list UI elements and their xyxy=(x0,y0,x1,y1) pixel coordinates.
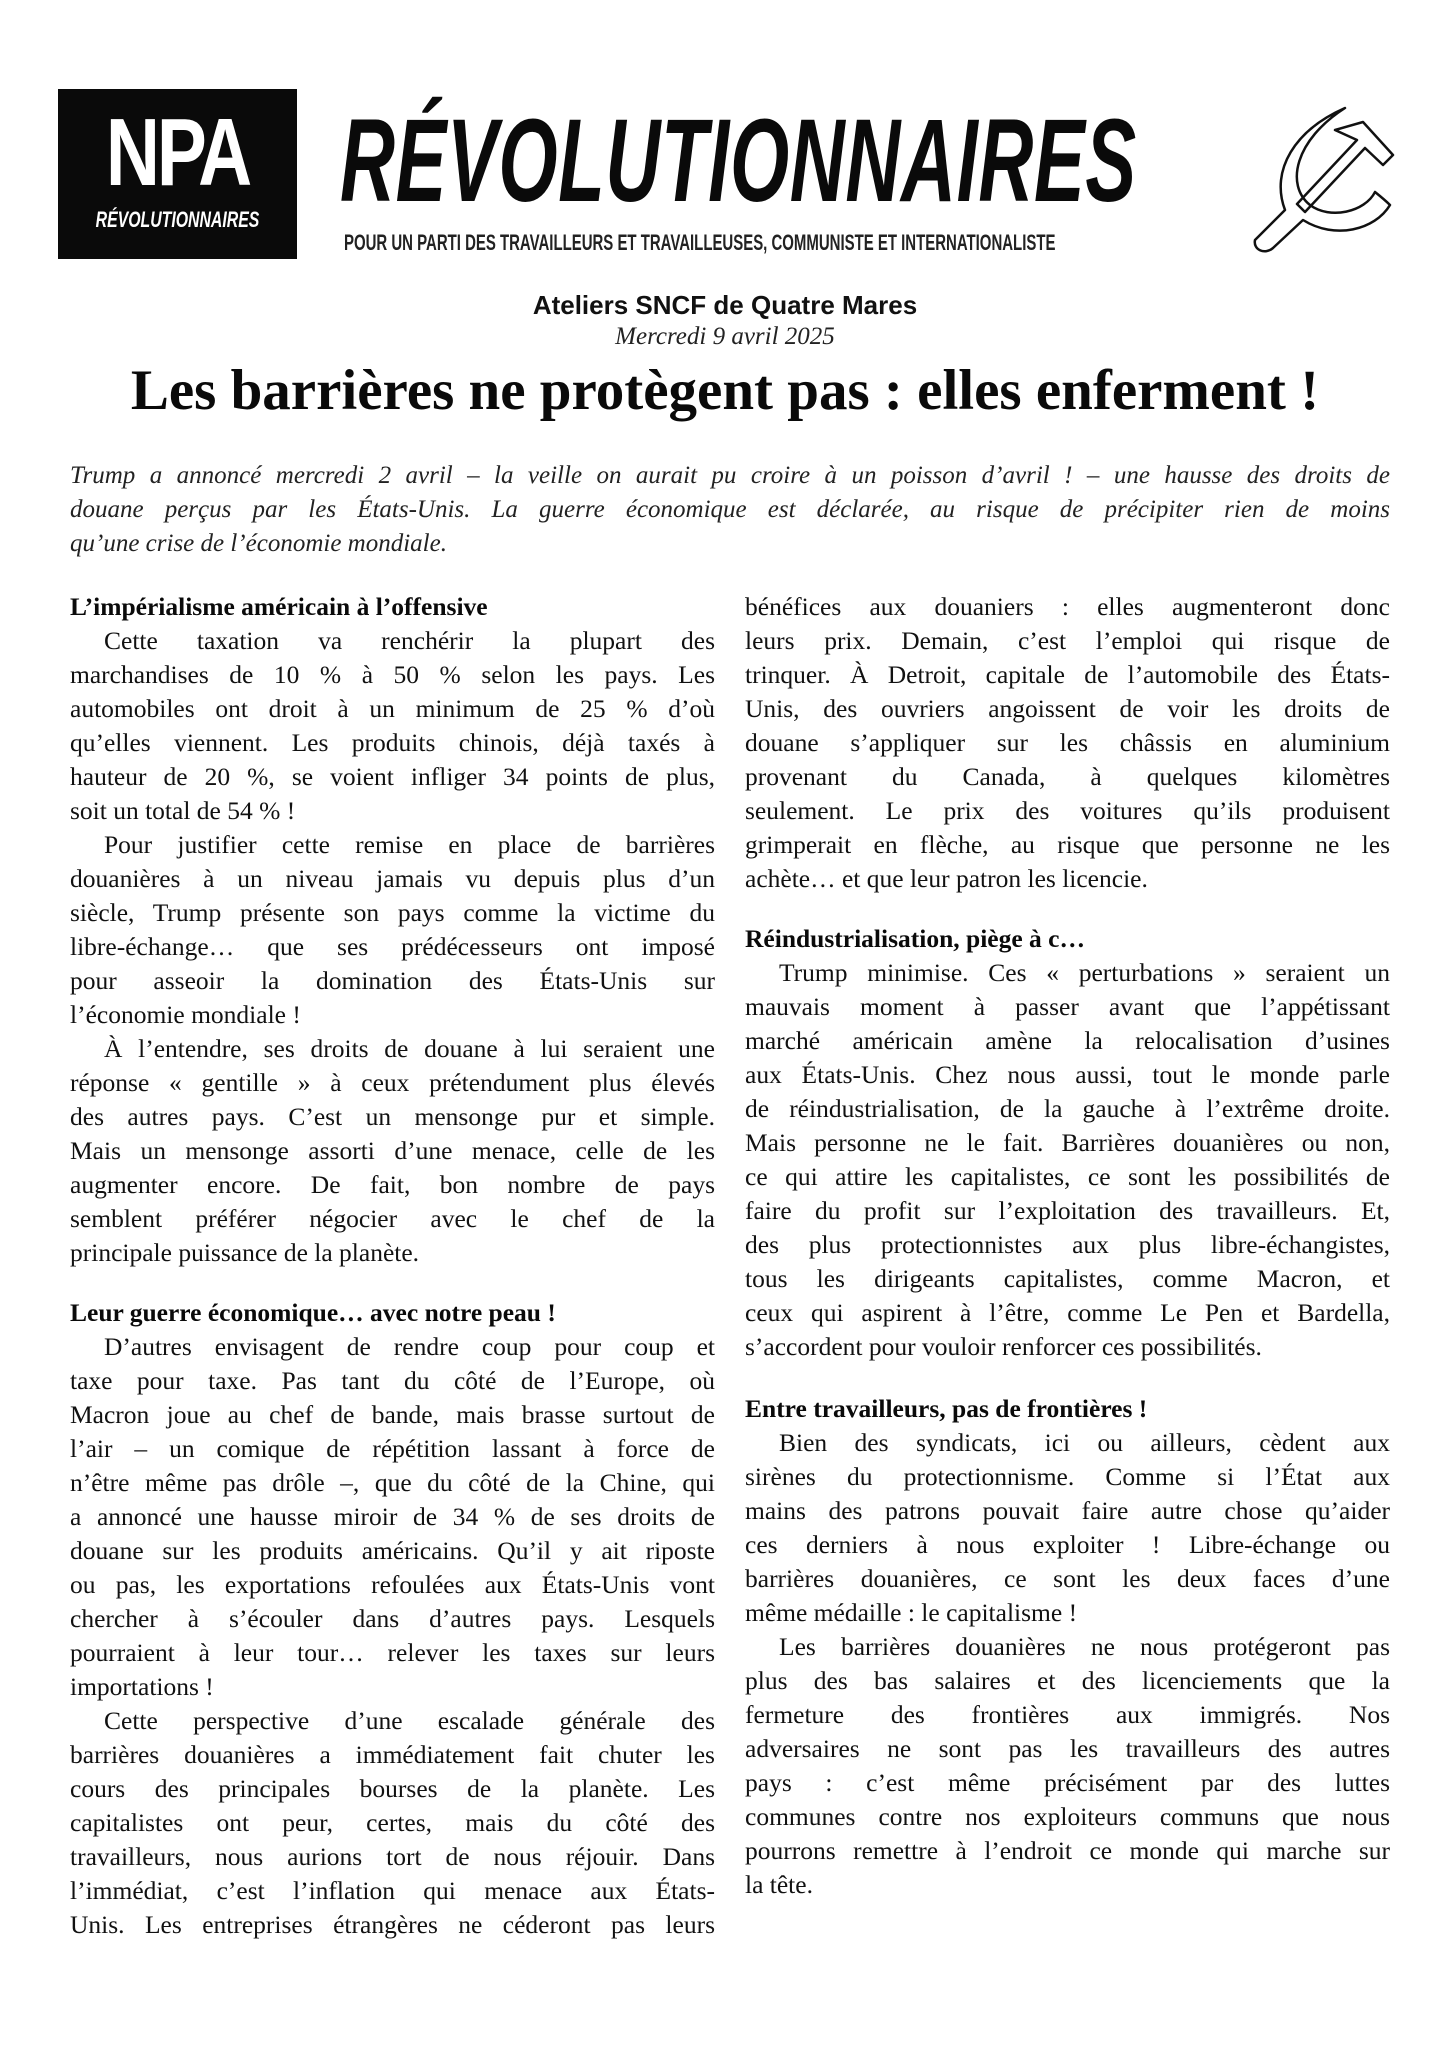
section-heading: Entre travailleurs, pas de frontières ! xyxy=(745,1394,1148,1423)
masthead-title: RÉVOLUTIONNAIRES xyxy=(340,95,1137,227)
body-line: cours des principales bourses de la planète. Les xyxy=(70,1774,715,1803)
body-line: Pour justifier cette remise en place de barrières xyxy=(104,830,715,859)
body-line: grimperait en flèche, au risque que personne ne les xyxy=(745,830,1390,859)
body-line: importations ! xyxy=(70,1672,214,1701)
headline: Les barrières ne protègent pas : elles enferment ! xyxy=(130,359,1320,422)
body-line: ceux qui aspirent à l’être, comme Le Pen et Bardella, xyxy=(745,1298,1390,1327)
body-line: mauvais moment à passer avant que l’appétissant xyxy=(745,992,1390,1021)
body-line: communes contre nos exploiteurs communs que nous xyxy=(745,1802,1390,1831)
body-line: bénéfices aux douaniers : elles augmenteront donc xyxy=(745,592,1390,621)
body-line: marché américain amène la relocalisation d’usines xyxy=(745,1026,1390,1055)
body-line: seulement. Le prix des voitures qu’ils produisent xyxy=(745,796,1390,825)
body-line: douane sur les produits américains. Qu’il y ait riposte xyxy=(70,1536,715,1565)
section-heading: Leur guerre économique… avec notre peau ! xyxy=(70,1298,556,1327)
body-line: s’accordent pour vouloir renforcer ces possibilités. xyxy=(745,1332,1262,1361)
body-line: provenant du Canada, à quelques kilomètres xyxy=(745,762,1390,791)
body-line: semblent préférer négocier avec le chef de la xyxy=(70,1204,715,1233)
body-line: de réindustrialisation, de la gauche à l’extrême droite. xyxy=(745,1094,1390,1123)
body-line: barrières douanières a immédiatement fait chuter les xyxy=(70,1740,715,1769)
body-line: qu’elles viennent. Les produits chinois, déjà taxés à xyxy=(70,728,715,757)
body-line: Les barrières douanières ne nous protégeront pas xyxy=(779,1632,1390,1661)
body-line: libre-échange… que ses prédécesseurs ont imposé xyxy=(70,932,715,961)
hammer-and-sickle-icon xyxy=(1225,100,1405,260)
section-heading: L’impérialisme américain à l’offensive xyxy=(70,592,488,621)
body-line: réponse « gentille » à ceux prétendument plus élevés xyxy=(70,1068,715,1097)
body-line: mains des patrons pouvait faire autre chose qu’aider xyxy=(745,1496,1390,1525)
body-line: Cette perspective d’une escalade générale des xyxy=(104,1706,715,1735)
body-line: faire du profit sur l’exploitation des travailleurs. Et, xyxy=(745,1196,1390,1225)
body-line: ces derniers à nous exploiter ! Libre-échange ou xyxy=(745,1530,1390,1559)
body-line: l’économie mondiale ! xyxy=(70,1000,301,1029)
body-line: même médaille : le capitalisme ! xyxy=(745,1598,1078,1627)
body-line: pourrons remettre à l’endroit ce monde qui marche sur xyxy=(745,1836,1390,1865)
body-line: Unis, des ouvriers angoissent de voir les droits de xyxy=(745,694,1390,723)
logo-sub-text: RÉVOLUTIONNAIRES xyxy=(95,207,260,232)
body-line: Trump minimise. Ces « perturbations » seraient un xyxy=(779,958,1390,987)
section-heading: Réindustrialisation, piège à c… xyxy=(745,924,1086,953)
body-line: chercher à s’écouler dans d’autres pays. Lesquels xyxy=(70,1604,715,1633)
body-line: des plus protectionnistes aux plus libre-échangistes, xyxy=(745,1230,1390,1259)
bulletin-site: Ateliers SNCF de Quatre Mares xyxy=(532,290,918,320)
body-line: la tête. xyxy=(745,1870,813,1899)
body-line: aux États-Unis. Chez nous aussi, tout le monde parle xyxy=(745,1060,1390,1089)
body-line: travailleurs, nous aurions tort de nous réjouir. Dans xyxy=(70,1842,715,1871)
body-line: Cette taxation va renchérir la plupart des xyxy=(104,626,715,655)
body-line: l’immédiat, c’est l’inflation qui menace aux États- xyxy=(70,1876,715,1905)
body-line: douanières à un niveau jamais vu depuis plus d’un xyxy=(70,864,715,893)
body-line: Macron joue au chef de bande, mais brasse surtout de xyxy=(70,1400,715,1429)
body-line: capitalistes ont peur, certes, mais du côté des xyxy=(70,1808,715,1837)
body-line: siècle, Trump présente son pays comme la victime du xyxy=(70,898,715,927)
body-line: des autres pays. C’est un mensonge pur et simple. xyxy=(70,1102,715,1131)
lede-line: douane perçus par les États-Unis. La guerre économique est déclarée, au risque de précipiter rien de moins xyxy=(70,496,1390,523)
body-line: principale puissance de la planète. xyxy=(70,1238,420,1267)
body-line: adversaires ne sont pas les travailleurs des autres xyxy=(745,1734,1390,1763)
body-line: automobiles ont droit à un minimum de 25 % d’où xyxy=(70,694,715,723)
body-line: pour asseoir la domination des États-Unis sur xyxy=(70,966,715,995)
body-line: achète… et que leur patron les licencie. xyxy=(745,864,1148,893)
body-line: augmenter encore. De fait, bon nombre de pays xyxy=(70,1170,715,1199)
body-line: a annoncé une hausse miroir de 34 % de ses droits de xyxy=(70,1502,715,1531)
lede-line: Trump a annoncé mercredi 2 avril – la veille on aurait pu croire à un poisson d’avril ! – une hausse des droits de xyxy=(70,462,1390,489)
npa-logo xyxy=(58,89,297,259)
body-line: leurs prix. Demain, c’est l’emploi qui risque de xyxy=(745,626,1390,655)
body-line: pays : c’est même précisément par des luttes xyxy=(745,1768,1390,1797)
body-line: marchandises de 10 % à 50 % selon les pays. Les xyxy=(70,660,715,689)
lede-line: qu’une crise de l’économie mondiale. xyxy=(70,530,447,557)
body-line: Mais personne ne le fait. Barrières douanières ou non, xyxy=(745,1128,1390,1157)
body-line: ce qui attire les capitalistes, ce sont les possibilités de xyxy=(745,1162,1390,1191)
body-line: fermeture des frontières aux immigrés. Nos xyxy=(745,1700,1390,1729)
body-line: barrières douanières, ce sont les deux faces d’une xyxy=(745,1564,1390,1593)
body-line: soit un total de 54 % ! xyxy=(70,796,296,825)
logo-main-text: NPA xyxy=(105,99,250,206)
body-line: douane s’appliquer sur les châssis en aluminium xyxy=(745,728,1390,757)
body-line: taxe pour taxe. Pas tant du côté de l’Europe, où xyxy=(70,1366,715,1395)
masthead-tagline: POUR UN PARTI DES TRAVAILLEURS ET TRAVAILLEUSES, COMMUNISTE ET INTERNATIONALISTE xyxy=(344,230,1056,255)
body-line: À l’entendre, ses droits de douane à lui seraient une xyxy=(104,1034,715,1063)
body-line: plus des bas salaires et des licenciements que la xyxy=(745,1666,1390,1695)
body-line: Unis. Les entreprises étrangères ne céderont pas leurs xyxy=(70,1910,715,1939)
body-line: pourraient à leur tour… relever les taxes sur leurs xyxy=(70,1638,715,1667)
body-line: n’être même pas drôle –, que du côté de la Chine, qui xyxy=(70,1468,715,1497)
body-line: sirènes du protectionnisme. Comme si l’État aux xyxy=(745,1462,1390,1491)
body-line: l’air – un comique de répétition lassant à force de xyxy=(70,1434,715,1463)
body-line: Bien des syndicats, ici ou ailleurs, cèdent aux xyxy=(779,1428,1390,1457)
body-line: Mais un mensonge assorti d’une menace, celle de les xyxy=(70,1136,715,1165)
body-line: D’autres envisagent de rendre coup pour coup et xyxy=(104,1332,715,1361)
bulletin-date: Mercredi 9 avril 2025 xyxy=(615,323,835,350)
body-line: trinquer. À Detroit, capitale de l’automobile des États- xyxy=(745,660,1390,689)
body-line: tous les dirigeants capitalistes, comme Macron, et xyxy=(745,1264,1390,1293)
body-line: hauteur de 20 %, se voient infliger 34 points de plus, xyxy=(70,762,715,791)
body-line: ou pas, les exportations refoulées aux États-Unis vont xyxy=(70,1570,715,1599)
